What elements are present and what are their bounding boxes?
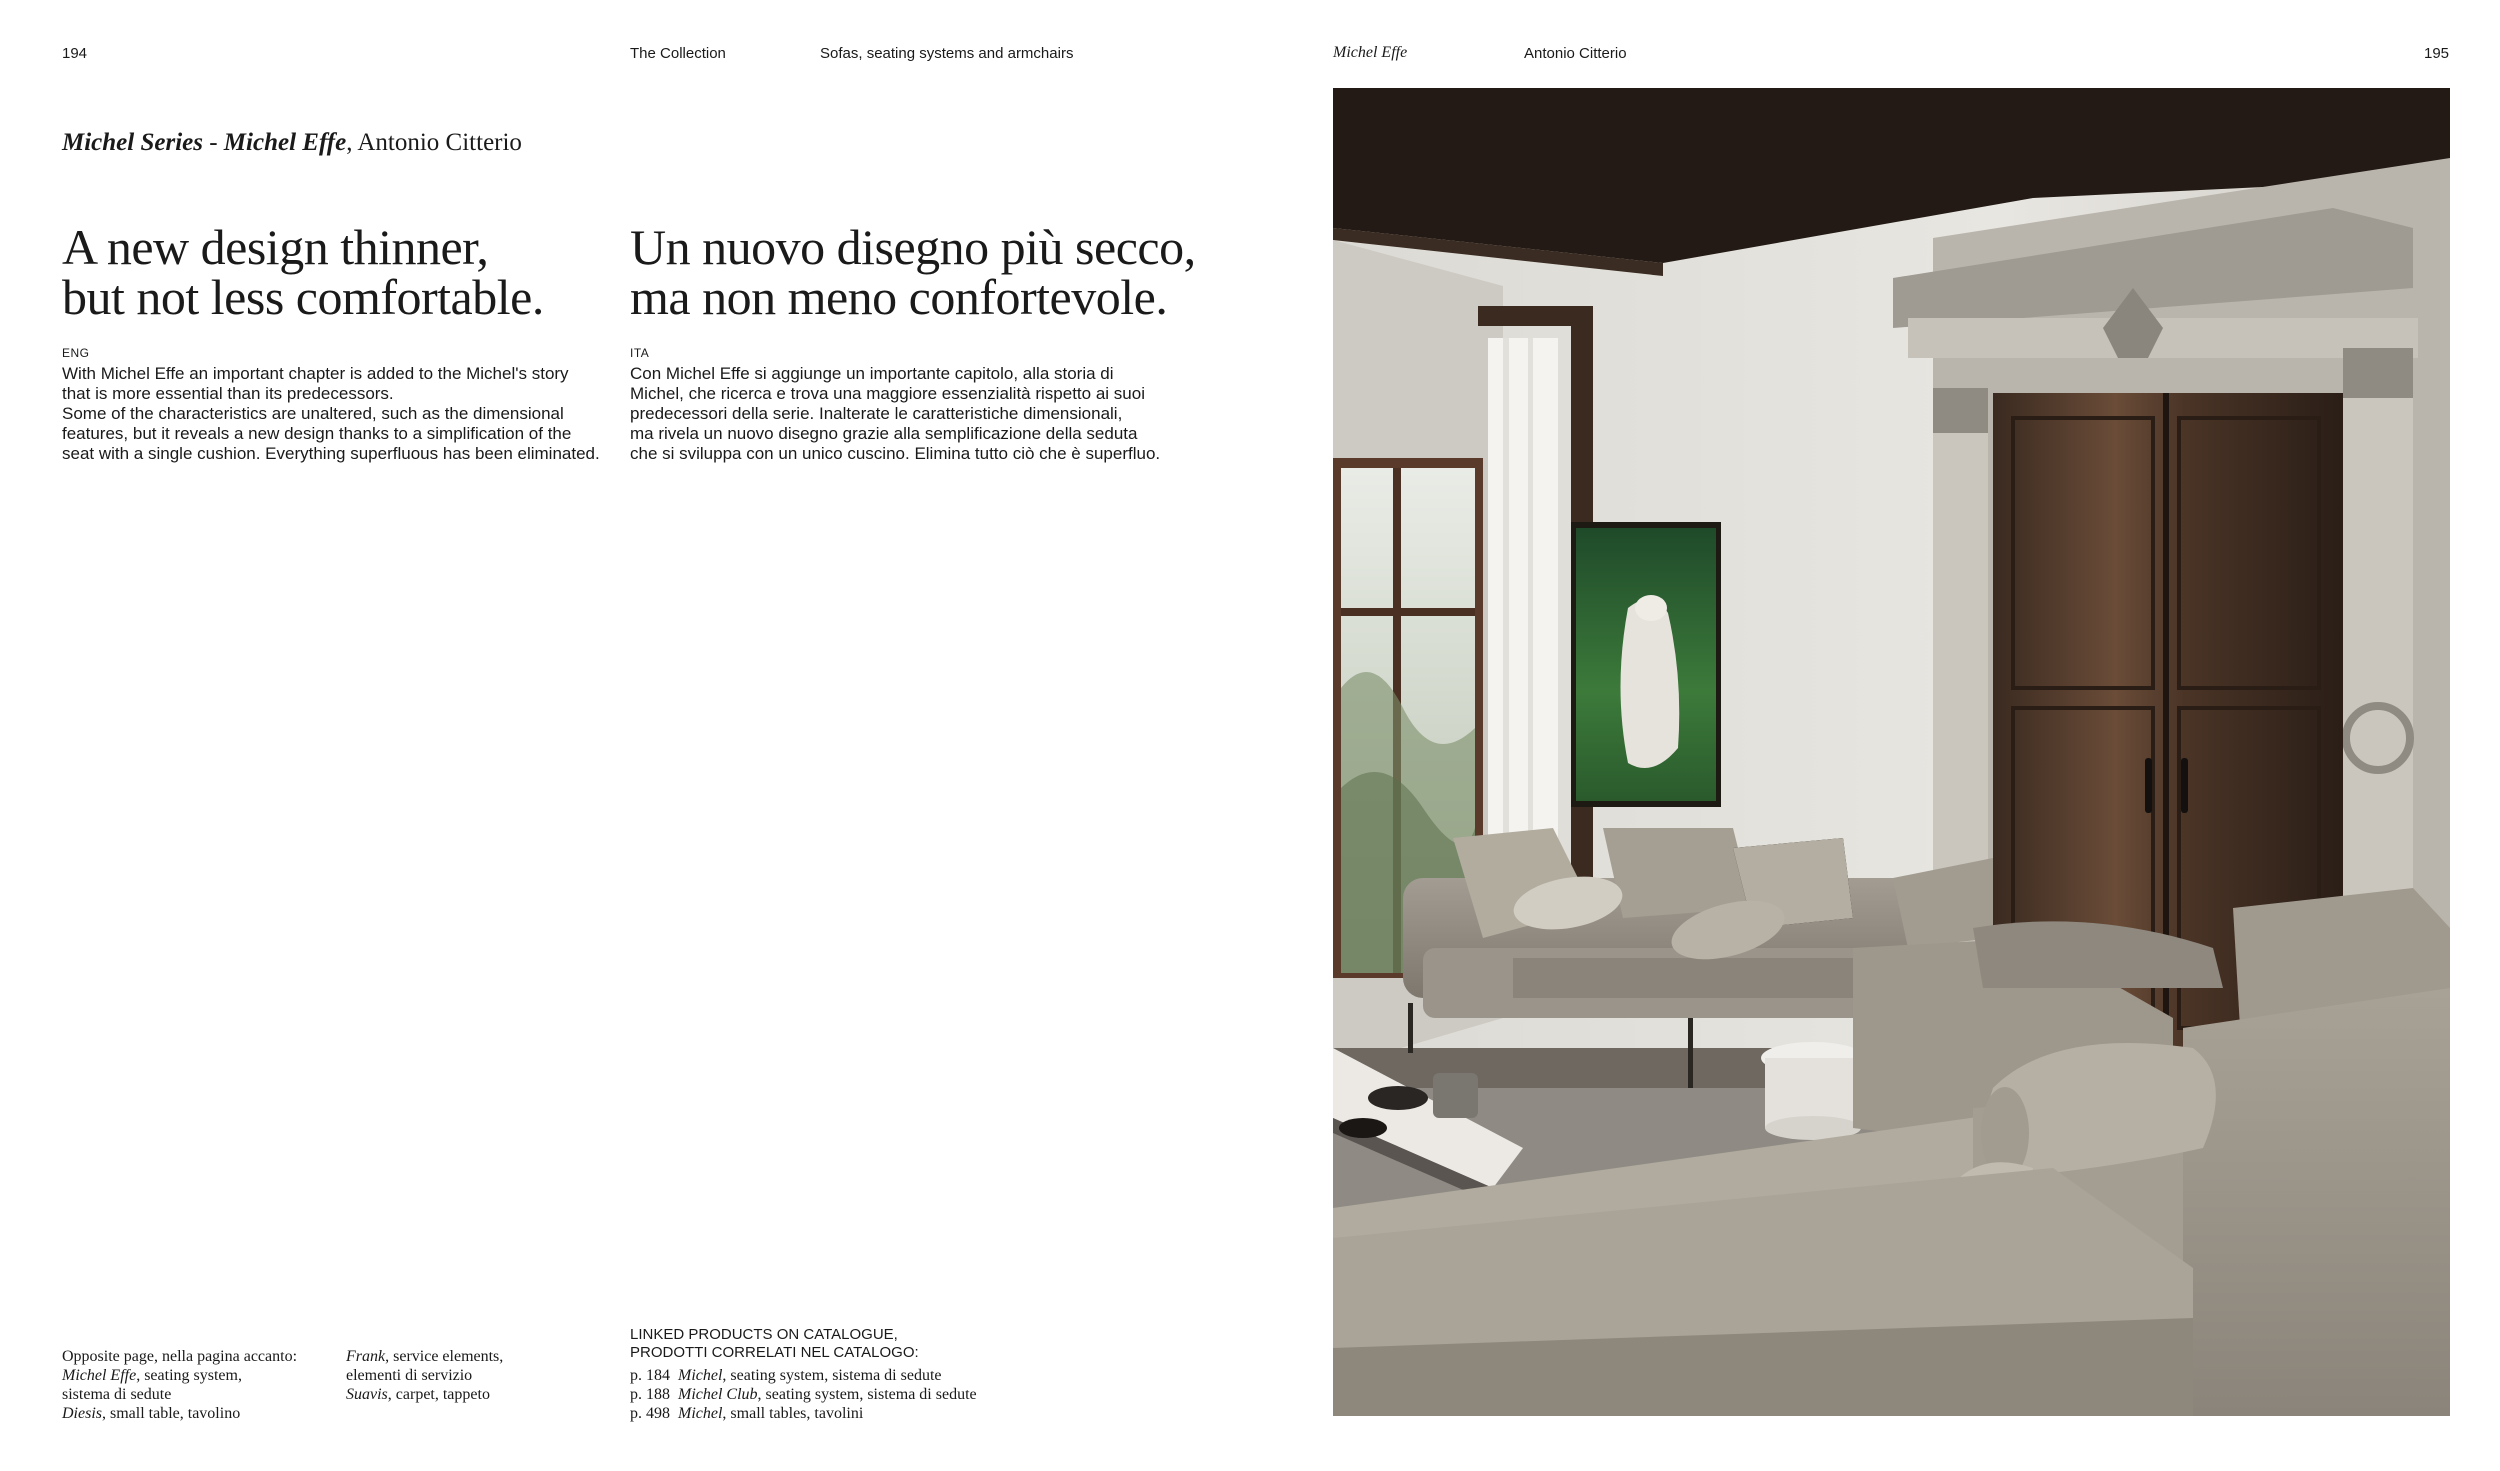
linked-name: Michel [678, 1405, 723, 1422]
caption-item-name: Michel Effe [62, 1367, 137, 1384]
linked-heading-line: PRODOTTI CORRELATI NEL CATALOGO: [630, 1344, 919, 1361]
page-number-left: 194 [62, 45, 88, 62]
caption-item-desc: , service elements, [385, 1348, 504, 1365]
product-name: Michel Effe [223, 129, 347, 156]
linked-item [630, 1385, 977, 1404]
product-label: Michel Effe [1333, 44, 1408, 61]
caption-item-desc: , seating system, [136, 1367, 242, 1384]
body-eng-line: Some of the characteristics are unaltered, such as the dimensional [62, 404, 564, 423]
linked-item [630, 1366, 977, 1385]
linked-desc: , seating system, sistema di sedute [757, 1386, 977, 1403]
body-ita [630, 364, 1160, 464]
linked-products-list [630, 1366, 977, 1423]
body-ita-line: Con Michel Effe si aggiunge un importante capitolo, alla storia di [630, 364, 1114, 383]
designer-name: , Antonio Citterio [346, 129, 522, 156]
section-label: The Collection [630, 45, 726, 62]
body-eng-line: that is more essential than its predecessors. [62, 384, 394, 403]
headline-eng [62, 219, 544, 325]
body-ita-line: che si sviluppa con un unico cuscino. Elimina tutto ciò che è superfluo. [630, 444, 1161, 463]
body-eng [62, 364, 600, 464]
linked-desc: , small tables, tavolini [722, 1405, 864, 1422]
linked-page: p. 498 [630, 1405, 670, 1422]
caption-line [346, 1385, 503, 1404]
body-ita-line: ma rivela un nuovo disegno grazie alla semplificazione della seduta [630, 424, 1138, 443]
caption-item-desc: , carpet, tappeto [387, 1386, 490, 1403]
page-number-right: 195 [2424, 45, 2450, 62]
linked-name: Michel Club [678, 1386, 758, 1403]
caption-item-name: Suavis [346, 1386, 388, 1403]
interior-photo [1333, 88, 2450, 1416]
lang-label-eng: ENG [62, 346, 90, 360]
caption-mid [346, 1347, 503, 1404]
caption-item-desc: , small table, tavolino [102, 1405, 241, 1422]
interior-photo-illustration [1333, 88, 2450, 1416]
caption-left [62, 1347, 297, 1423]
title-separator: - [202, 129, 224, 156]
body-ita-line: Michel, che ricerca e trova una maggiore essenzialità rispetto ai suoi [630, 384, 1145, 403]
category-label: Sofas, seating systems and armchairs [820, 45, 1074, 62]
lang-label-ita: ITA [630, 346, 650, 360]
caption-line: sistema di sedute [62, 1386, 172, 1403]
caption-item-name: Frank [346, 1348, 386, 1365]
caption-line [62, 1404, 297, 1423]
headline-eng-line: A new design thinner, [62, 219, 489, 275]
linked-heading-line: LINKED PRODUCTS ON CATALOGUE, [630, 1326, 898, 1343]
linked-page: p. 184 [630, 1367, 670, 1384]
caption-item-name: Diesis [62, 1405, 102, 1422]
linked-desc: , seating system, sistema di sedute [722, 1367, 942, 1384]
caption-line [346, 1347, 503, 1366]
linked-item [630, 1404, 977, 1423]
body-eng-line: With Michel Effe an important chapter is added to the Michel's story [62, 364, 569, 383]
headline-ita-line: Un nuovo disegno più secco, [630, 219, 1196, 275]
body-eng-line: seat with a single cushion. Everything superfluous has been eliminated. [62, 444, 600, 463]
headline-eng-line: but not less comfortable. [62, 269, 544, 325]
caption-intro: Opposite page, nella pagina accanto: [62, 1348, 298, 1365]
caption-line: elementi di servizio [346, 1367, 473, 1384]
caption-line [62, 1366, 297, 1385]
linked-page: p. 188 [630, 1386, 670, 1403]
linked-name: Michel [678, 1367, 723, 1384]
series-name: Michel Series [62, 129, 203, 156]
headline-ita [630, 219, 1196, 325]
designer-label: Antonio Citterio [1524, 45, 1627, 62]
series-title [62, 128, 522, 158]
headline-ita-line: ma non meno confortevole. [630, 269, 1168, 325]
body-ita-line: predecessori della serie. Inalterate le caratteristiche dimensionali, [630, 404, 1123, 423]
linked-heading [630, 1326, 919, 1362]
body-eng-line: features, but it reveals a new design thanks to a simplification of the [62, 424, 572, 443]
